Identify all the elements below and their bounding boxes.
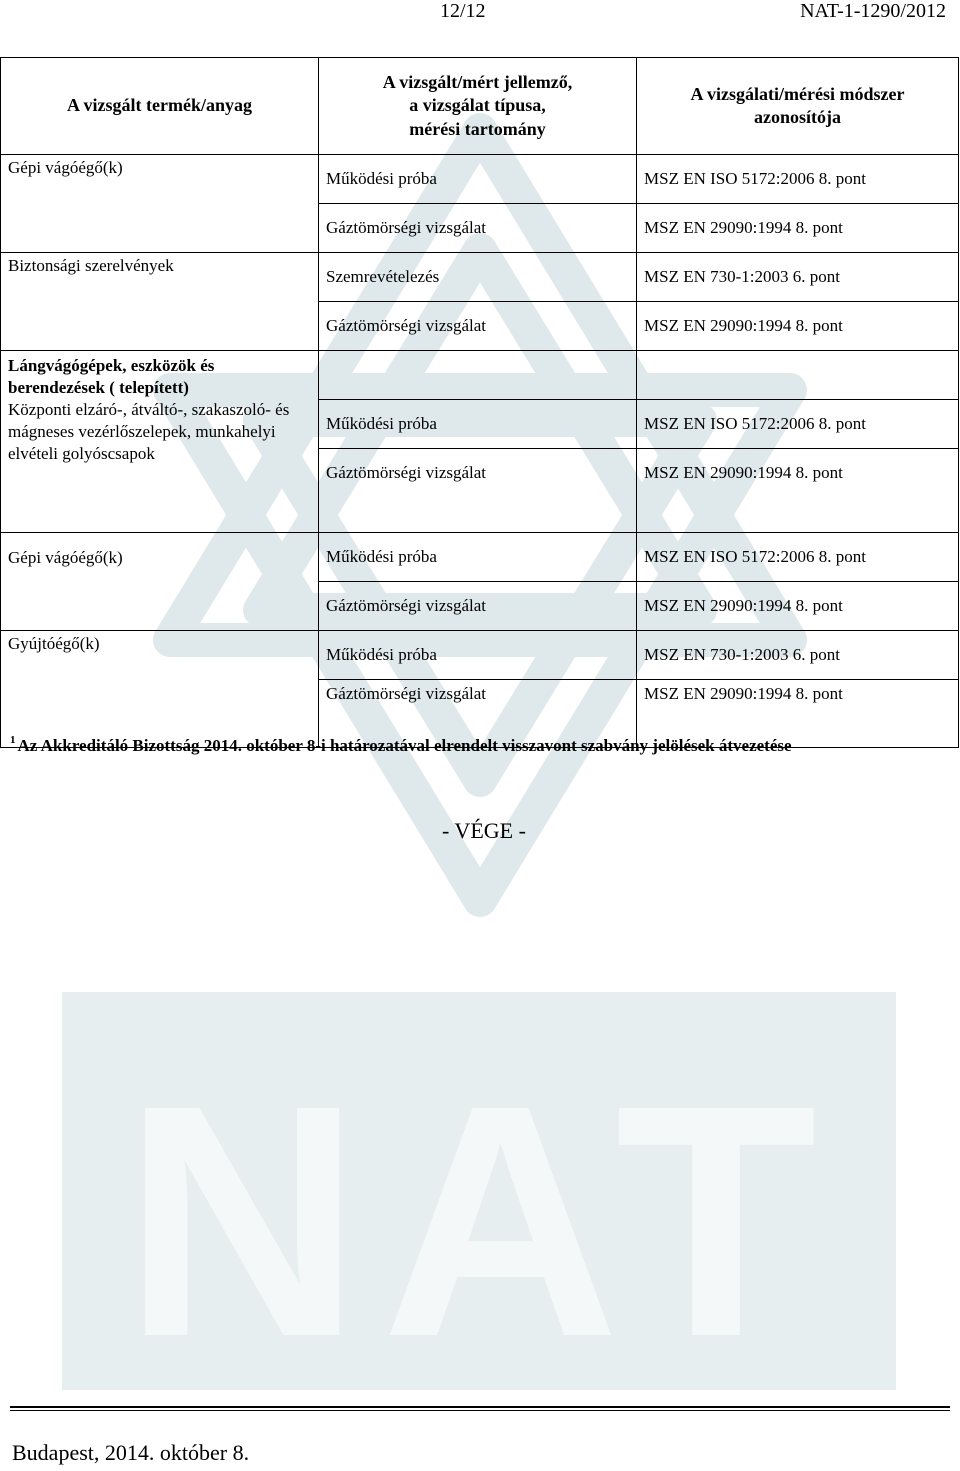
test-cell: Gáztömörségi vizsgálat bbox=[319, 204, 637, 253]
table-row bbox=[1, 351, 959, 400]
test-cell: Működési próba bbox=[319, 155, 637, 204]
test-cell: Gáztömörségi vizsgálat bbox=[319, 582, 637, 631]
product-subtitle: Központi elzáró-, átváltó-, szakaszoló- és mágneses vezérlőszelepek, munkahelyi elvételi golyóscsapok bbox=[8, 400, 290, 464]
footer-place-date: Budapest, 2014. október 8. bbox=[12, 1440, 250, 1465]
product-cell bbox=[1, 351, 319, 533]
table-row bbox=[1, 533, 959, 582]
method-cell: MSZ EN 29090:1994 8. pont bbox=[637, 302, 959, 351]
product-cell: Gépi vágóégő(k) bbox=[1, 155, 319, 253]
test-cell: Működési próba bbox=[319, 400, 637, 449]
document-id: NAT-1-1290/2012 bbox=[800, 0, 946, 22]
svg-text:NAT: NAT bbox=[123, 1036, 837, 1405]
method-cell: MSZ EN 730-1:2003 6. pont bbox=[637, 253, 959, 302]
product-cell: Gépi vágóégő(k) bbox=[1, 533, 319, 631]
test-cell: Gáztömörségi vizsgálat bbox=[319, 449, 637, 533]
test-cell: Működési próba bbox=[319, 631, 637, 680]
method-cell: MSZ EN ISO 5172:2006 8. pont bbox=[637, 400, 959, 449]
table-row bbox=[1, 631, 959, 680]
accreditation-table bbox=[0, 57, 959, 748]
empty-cell bbox=[637, 351, 959, 400]
footnote bbox=[10, 736, 792, 756]
footer-rule-thin bbox=[10, 1410, 950, 1411]
empty-cell bbox=[319, 351, 637, 400]
col-header-method: A vizsgálati/mérési módszer azonosítója bbox=[637, 58, 959, 155]
footnote-text: Az Akkreditáló Bizottság 2014. október 8-i határozatával elrendelt visszavont szabvány jelölések átvezetése bbox=[17, 736, 792, 755]
product-cell: Biztonsági szerelvények bbox=[1, 253, 319, 351]
test-cell: Működési próba bbox=[319, 533, 637, 582]
table-row bbox=[1, 253, 959, 302]
page-number: 12/12 bbox=[440, 0, 486, 22]
method-cell: MSZ EN 730-1:2003 6. pont bbox=[637, 631, 959, 680]
page-header bbox=[0, 0, 960, 30]
footnote-mark: 1 bbox=[10, 734, 16, 746]
product-cell: Gyújtóégő(k) bbox=[1, 631, 319, 748]
method-cell: MSZ EN ISO 5172:2006 8. pont bbox=[637, 533, 959, 582]
table-row bbox=[1, 155, 959, 204]
method-cell: MSZ EN 29090:1994 8. pont bbox=[637, 582, 959, 631]
test-cell: Gáztömörségi vizsgálat bbox=[319, 302, 637, 351]
end-marker: - VÉGE - bbox=[442, 818, 526, 843]
footer-rule bbox=[10, 1406, 950, 1408]
test-cell: Szemrevételezés bbox=[319, 253, 637, 302]
method-cell: MSZ EN 29090:1994 8. pont bbox=[637, 204, 959, 253]
method-cell: MSZ EN 29090:1994 8. pont bbox=[637, 449, 959, 533]
col-header-test: A vizsgált/mért jellemző, a vizsgálat típusa, mérési tartomány bbox=[319, 58, 637, 155]
method-cell: MSZ EN 29090:1994 8. pont bbox=[637, 680, 959, 748]
method-cell: MSZ EN ISO 5172:2006 8. pont bbox=[637, 155, 959, 204]
table-header-row bbox=[1, 58, 959, 155]
product-title: Lángvágógépek, eszközök és berendezések ( telepített) bbox=[8, 356, 215, 398]
col-header-product: A vizsgált termék/anyag bbox=[1, 58, 319, 155]
test-cell: Gáztömörségi vizsgálat bbox=[319, 680, 637, 748]
